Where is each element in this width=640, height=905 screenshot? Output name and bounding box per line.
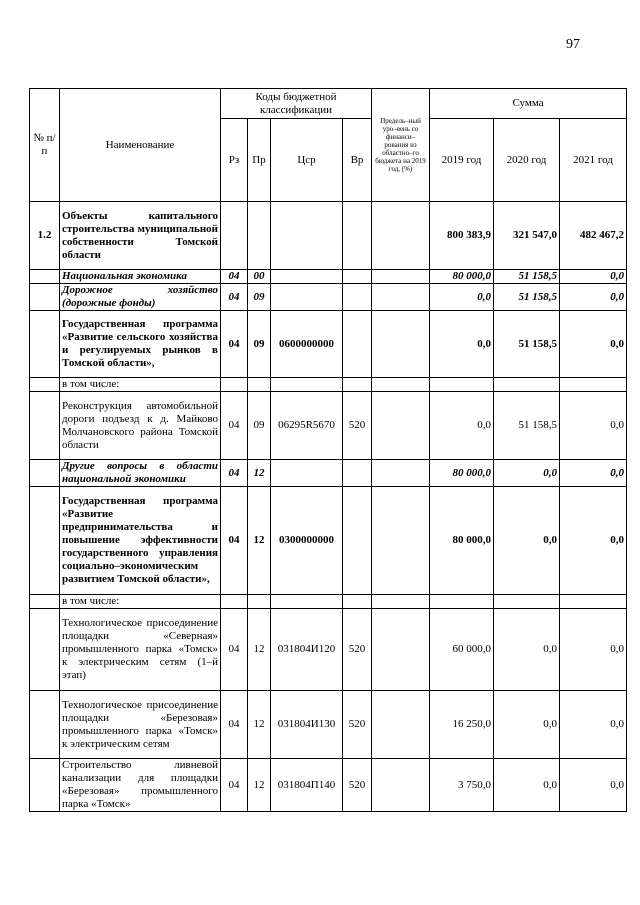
- row-name: в том числе:: [60, 595, 221, 609]
- row-name: Государственная программа «Развитие предпринимательства и повышение эффективности государственного управления социально–экономическим развитием Томской области»,: [60, 487, 221, 595]
- table-row: [30, 487, 627, 595]
- table-row: [30, 759, 627, 812]
- row-pr: 12: [248, 609, 271, 691]
- row-rz: [221, 202, 248, 270]
- row-csr: [271, 270, 343, 284]
- row-vr: [343, 311, 372, 378]
- row-2021: 0,0: [560, 270, 627, 284]
- row-2019: 0,0: [430, 311, 494, 378]
- table-row: [30, 691, 627, 759]
- row-rz: 04: [221, 487, 248, 595]
- row-2020: 51 158,5: [494, 284, 560, 311]
- table-row: [30, 392, 627, 460]
- row-2021: 0,0: [560, 691, 627, 759]
- row-2019: 80 000,0: [430, 270, 494, 284]
- row-csr: 031804И120: [271, 609, 343, 691]
- table-row: [30, 270, 627, 284]
- row-name: Строительство ливневой канализации для площадки «Березовая» промышленного парка «Томск»: [60, 759, 221, 812]
- row-num: [30, 284, 60, 311]
- row-2021: 0,0: [560, 284, 627, 311]
- row-vr: [343, 595, 372, 609]
- row-name: Другие вопросы в области национальной экономики: [60, 460, 221, 487]
- row-2020: [494, 595, 560, 609]
- row-rz: 04: [221, 460, 248, 487]
- row-share: [372, 202, 430, 270]
- row-csr: [271, 378, 343, 392]
- row-num: [30, 378, 60, 392]
- row-2019: [430, 378, 494, 392]
- header-2019: 2019 год: [430, 119, 494, 202]
- row-2019: [430, 595, 494, 609]
- row-csr: 031804И130: [271, 691, 343, 759]
- row-pr: 12: [248, 487, 271, 595]
- row-vr: [343, 378, 372, 392]
- row-2019: 80 000,0: [430, 487, 494, 595]
- header-pr: Пр: [248, 119, 271, 202]
- row-csr: 0600000000: [271, 311, 343, 378]
- header-sum: Сумма: [430, 89, 627, 119]
- row-share: [372, 270, 430, 284]
- row-pr: 12: [248, 759, 271, 812]
- row-csr: [271, 460, 343, 487]
- page-number: 97: [566, 37, 580, 52]
- row-pr: 09: [248, 392, 271, 460]
- header-vr: Вр: [343, 119, 372, 202]
- row-share: [372, 311, 430, 378]
- table-row: [30, 284, 627, 311]
- row-rz: 04: [221, 609, 248, 691]
- row-share: [372, 691, 430, 759]
- row-2020: 0,0: [494, 759, 560, 812]
- row-num: 1.2: [30, 202, 60, 270]
- header-name: Наименование: [60, 89, 221, 202]
- row-share: [372, 487, 430, 595]
- row-2019: 16 250,0: [430, 691, 494, 759]
- row-2020: 0,0: [494, 691, 560, 759]
- budget-table: [29, 88, 627, 812]
- row-num: [30, 392, 60, 460]
- row-vr: [343, 284, 372, 311]
- header-2021: 2021 год: [560, 119, 627, 202]
- row-name: Государственная программа «Развитие сельского хозяйства и регулируемых рынков в Томской области»,: [60, 311, 221, 378]
- row-pr: 09: [248, 311, 271, 378]
- row-num: [30, 487, 60, 595]
- row-2021: 0,0: [560, 759, 627, 812]
- table-row: [30, 311, 627, 378]
- row-name: Технологическое присоединение площадки «Березовая» промышленного парка «Томск» к электрическим сетям: [60, 691, 221, 759]
- row-num: [30, 270, 60, 284]
- row-vr: 520: [343, 392, 372, 460]
- row-csr: [271, 595, 343, 609]
- row-vr: 520: [343, 759, 372, 812]
- row-2021: 0,0: [560, 392, 627, 460]
- row-pr: [248, 202, 271, 270]
- row-2021: 0,0: [560, 487, 627, 595]
- header-codes: Коды бюджетной классификации: [221, 89, 372, 119]
- row-name: Национальная экономика: [60, 270, 221, 284]
- row-csr: [271, 284, 343, 311]
- table-row: [30, 202, 627, 270]
- row-num: [30, 460, 60, 487]
- table-row: [30, 460, 627, 487]
- row-2020: 51 158,5: [494, 392, 560, 460]
- row-share: [372, 759, 430, 812]
- row-2020: 0,0: [494, 460, 560, 487]
- header-share: Предель–ный уро–вень со финанси–рования из областно–го бюджета на 2019 год, (%): [372, 89, 430, 202]
- row-2020: 51 158,5: [494, 311, 560, 378]
- row-name: Реконструкция автомобильной дороги подъезд к д. Майково Молчановского района Томской области: [60, 392, 221, 460]
- row-vr: [343, 460, 372, 487]
- row-share: [372, 378, 430, 392]
- row-csr: [271, 202, 343, 270]
- row-name: Объекты капитального строительства муниципальной собственности Томской области: [60, 202, 221, 270]
- row-2019: 60 000,0: [430, 609, 494, 691]
- header-rz: Рз: [221, 119, 248, 202]
- row-share: [372, 284, 430, 311]
- row-rz: 04: [221, 392, 248, 460]
- table-row: [30, 378, 627, 392]
- row-2020: 321 547,0: [494, 202, 560, 270]
- row-2020: 0,0: [494, 487, 560, 595]
- row-2020: [494, 378, 560, 392]
- row-2019: 3 750,0: [430, 759, 494, 812]
- row-2019: 0,0: [430, 284, 494, 311]
- row-vr: [343, 202, 372, 270]
- row-pr: [248, 378, 271, 392]
- row-vr: 520: [343, 691, 372, 759]
- row-2021: 0,0: [560, 311, 627, 378]
- row-vr: [343, 270, 372, 284]
- row-2021: 0,0: [560, 460, 627, 487]
- row-2021: 0,0: [560, 609, 627, 691]
- row-pr: 12: [248, 460, 271, 487]
- header-num: № п/п: [30, 89, 60, 202]
- row-csr: 0300000000: [271, 487, 343, 595]
- row-vr: [343, 487, 372, 595]
- table-row: [30, 595, 627, 609]
- row-rz: [221, 378, 248, 392]
- row-pr: 00: [248, 270, 271, 284]
- row-num: [30, 595, 60, 609]
- row-num: [30, 311, 60, 378]
- row-share: [372, 392, 430, 460]
- row-2021: [560, 378, 627, 392]
- header-2020: 2020 год: [494, 119, 560, 202]
- row-csr: 06295R5670: [271, 392, 343, 460]
- row-rz: 04: [221, 759, 248, 812]
- row-2021: [560, 595, 627, 609]
- row-num: [30, 691, 60, 759]
- row-num: [30, 759, 60, 812]
- row-rz: 04: [221, 284, 248, 311]
- row-name: Технологическое присоединение площадки «Северная» промышленного парка «Томск» к электрическим сетям (1–й этап): [60, 609, 221, 691]
- row-share: [372, 609, 430, 691]
- row-pr: [248, 595, 271, 609]
- row-rz: [221, 595, 248, 609]
- row-pr: 09: [248, 284, 271, 311]
- row-name: в том числе:: [60, 378, 221, 392]
- row-rz: 04: [221, 311, 248, 378]
- row-2020: 51 158,5: [494, 270, 560, 284]
- row-2020: 0,0: [494, 609, 560, 691]
- row-2021: 482 467,2: [560, 202, 627, 270]
- row-share: [372, 460, 430, 487]
- row-rz: 04: [221, 691, 248, 759]
- row-pr: 12: [248, 691, 271, 759]
- row-2019: 0,0: [430, 392, 494, 460]
- row-name: Дорожное хозяйство (дорожные фонды): [60, 284, 221, 311]
- row-csr: 031804П140: [271, 759, 343, 812]
- row-rz: 04: [221, 270, 248, 284]
- row-num: [30, 609, 60, 691]
- table-row: [30, 609, 627, 691]
- row-share: [372, 595, 430, 609]
- row-2019: 800 383,9: [430, 202, 494, 270]
- header-csr: Цср: [271, 119, 343, 202]
- row-2019: 80 000,0: [430, 460, 494, 487]
- row-vr: 520: [343, 609, 372, 691]
